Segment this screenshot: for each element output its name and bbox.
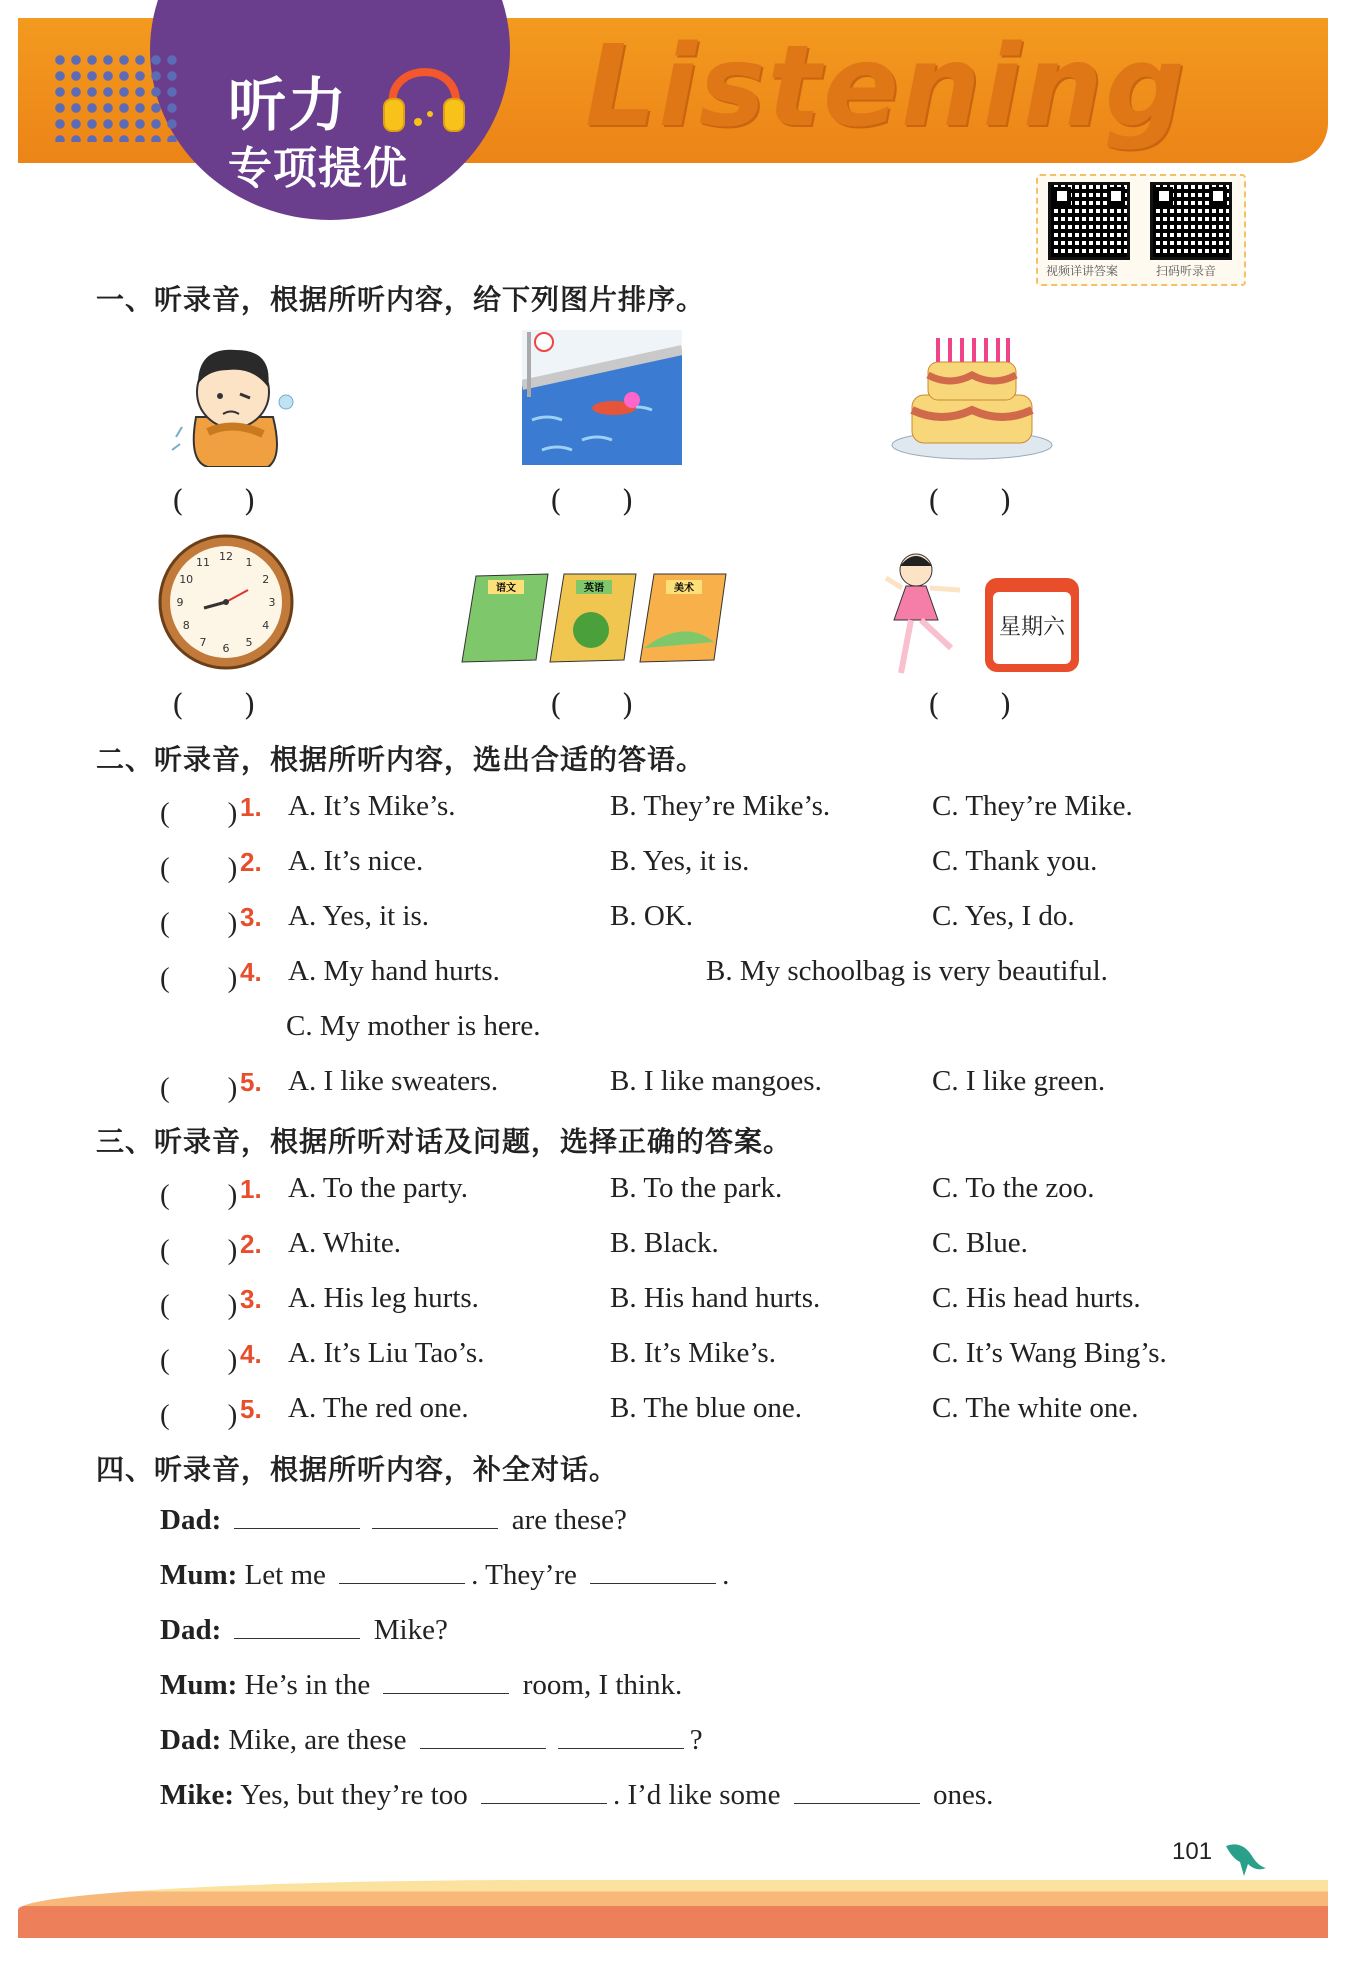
cold-boy-picture — [168, 332, 298, 467]
headphone-icon — [378, 44, 468, 144]
book-label-art: 美术 — [674, 583, 694, 594]
dialogue-line-6: Mike: Yes, but they’re too . I’d like some ones. — [160, 1779, 994, 1811]
speaker: Dad: — [160, 1724, 222, 1756]
blank-field[interactable] — [420, 1722, 546, 1749]
calendar-text: 星期六 — [993, 592, 1071, 664]
clock-number: 10 — [179, 573, 194, 586]
option-c: C. My mother is here. — [286, 1010, 541, 1042]
option-b: B. The blue one. — [610, 1392, 802, 1424]
answer-paren[interactable]: ( ) — [928, 688, 1012, 723]
option-a: A. Yes, it is. — [288, 900, 430, 932]
option-b: B. Black. — [610, 1227, 719, 1259]
clock-number: 11 — [196, 556, 210, 570]
clock-number: 5 — [245, 635, 253, 649]
clock-picture — [156, 532, 296, 672]
answer-paren[interactable]: ( ) — [550, 688, 634, 723]
answer-paren[interactable]: ( ) — [172, 688, 256, 723]
option-c: C. His head hurts. — [932, 1282, 1141, 1314]
clock-number: 12 — [219, 550, 233, 563]
dialogue-line-5: Dad: Mike, are these ? — [160, 1724, 703, 1756]
dialogue-line-1: Dad: are these? — [160, 1504, 627, 1536]
clock-number: 4 — [262, 619, 270, 632]
speaker: Mike: — [160, 1779, 235, 1811]
section3-title: 三、听录音，根据所听对话及问题，选择正确的答案。 — [96, 1125, 793, 1158]
answer-paren[interactable]: ( ) — [160, 797, 238, 829]
dialogue-line-2: Mum: Let me . They’re . — [160, 1559, 730, 1591]
option-a: A. The red one. — [288, 1392, 469, 1424]
dialogue-line-3: Dad: Mike? — [160, 1614, 448, 1646]
speaker: Dad: — [160, 1614, 222, 1646]
option-c: C. I like green. — [932, 1065, 1106, 1097]
option-c: C. To the zoo. — [932, 1172, 1095, 1204]
clock-number: 9 — [176, 596, 184, 609]
clock-number: 2 — [262, 573, 270, 586]
answer-paren[interactable]: ( ) — [550, 484, 634, 519]
blank-field[interactable] — [234, 1612, 360, 1639]
dolphin-icon — [1222, 1838, 1268, 1880]
birthday-cake-picture — [890, 330, 1055, 465]
blank-field[interactable] — [383, 1667, 509, 1694]
book-label-chinese: 语文 — [496, 583, 516, 594]
blank-field[interactable] — [590, 1557, 716, 1584]
speaker: Dad: — [160, 1504, 222, 1536]
option-b: B. It’s Mike’s. — [610, 1337, 776, 1369]
option-b: B. His hand hurts. — [610, 1282, 821, 1314]
option-a: A. I like sweaters. — [288, 1065, 499, 1097]
dancing-girl-picture — [866, 548, 966, 683]
footer-band — [18, 1880, 1328, 1938]
section4-title: 四、听录音，根据所听内容，补全对话。 — [96, 1453, 619, 1486]
option-a: A. My hand hurts. — [288, 955, 500, 987]
option-c: C. It’s Wang Bing’s. — [932, 1337, 1167, 1369]
section1-title: 一、听录音，根据所听内容，给下列图片排序。 — [96, 283, 706, 316]
option-b: B. Yes, it is. — [610, 845, 750, 877]
option-a: A. White. — [288, 1227, 402, 1259]
option-a: A. It’s Mike’s. — [288, 790, 456, 822]
speaker: Mum: — [160, 1669, 238, 1701]
page-number: 101 — [1172, 1838, 1213, 1865]
book-label-english: 英语 — [584, 583, 604, 594]
calendar-icon — [985, 578, 1079, 672]
clock-number: 1 — [245, 556, 253, 570]
answer-paren[interactable]: ( ) — [160, 1072, 238, 1104]
qr-code-audio[interactable] — [1150, 182, 1232, 260]
option-c: C. They’re Mike. — [932, 790, 1133, 822]
option-a: A. His leg hurts. — [288, 1282, 479, 1314]
dot-pattern — [52, 52, 182, 142]
option-c: C. Thank you. — [932, 845, 1098, 877]
option-b: B. OK. — [610, 900, 693, 932]
qr-code-video[interactable] — [1048, 182, 1130, 260]
speaker: Mum: — [160, 1559, 238, 1591]
blank-field[interactable] — [234, 1502, 360, 1529]
answer-paren[interactable]: ( ) — [172, 484, 256, 519]
books-picture — [456, 568, 741, 668]
option-a: A. To the party. — [288, 1172, 468, 1204]
section2-title: 二、听录音，根据所听内容，选出合适的答语。 — [96, 743, 706, 776]
qr-caption-video: 视频详讲答案 — [1046, 264, 1119, 278]
blank-field[interactable] — [481, 1777, 607, 1804]
option-c: C. The white one. — [932, 1392, 1139, 1424]
blank-field[interactable] — [339, 1557, 465, 1584]
answer-paren[interactable]: ( ) — [160, 1344, 238, 1376]
answer-paren[interactable]: ( ) — [160, 907, 238, 939]
swimming-picture — [522, 330, 682, 465]
blank-field[interactable] — [558, 1722, 684, 1749]
answer-paren[interactable]: ( ) — [160, 1289, 238, 1321]
option-b: B. To the park. — [610, 1172, 783, 1204]
answer-paren[interactable]: ( ) — [160, 962, 238, 994]
listening-banner-word: Listening — [585, 22, 1187, 152]
option-a: A. It’s nice. — [288, 845, 424, 877]
dialogue-line-4: Mum: He’s in the room, I think. — [160, 1669, 683, 1701]
clock-number: 7 — [199, 635, 207, 649]
blank-field[interactable] — [372, 1502, 498, 1529]
answer-paren[interactable]: ( ) — [160, 1179, 238, 1211]
answer-paren[interactable]: ( ) — [160, 1234, 238, 1266]
option-b: B. I like mangoes. — [610, 1065, 822, 1097]
option-a: A. It’s Liu Tao’s. — [288, 1337, 485, 1369]
header-subtitle: 专项提优 — [228, 143, 408, 194]
answer-paren[interactable]: ( ) — [928, 484, 1012, 519]
option-b: B. They’re Mike’s. — [610, 790, 831, 822]
clock-number: 3 — [268, 596, 276, 609]
option-b: B. My schoolbag is very beautiful. — [706, 955, 1108, 987]
answer-paren[interactable]: ( ) — [160, 852, 238, 884]
clock-number: 8 — [182, 619, 190, 632]
option-c: C. Blue. — [932, 1227, 1028, 1259]
option-c: C. Yes, I do. — [932, 900, 1075, 932]
qr-caption-audio: 扫码听录音 — [1156, 264, 1217, 278]
header-title: 听力 — [228, 71, 349, 139]
blank-field[interactable] — [794, 1777, 920, 1804]
qr-code-box — [1036, 174, 1246, 286]
clock-number: 6 — [222, 642, 230, 655]
answer-paren[interactable]: ( ) — [160, 1399, 238, 1431]
